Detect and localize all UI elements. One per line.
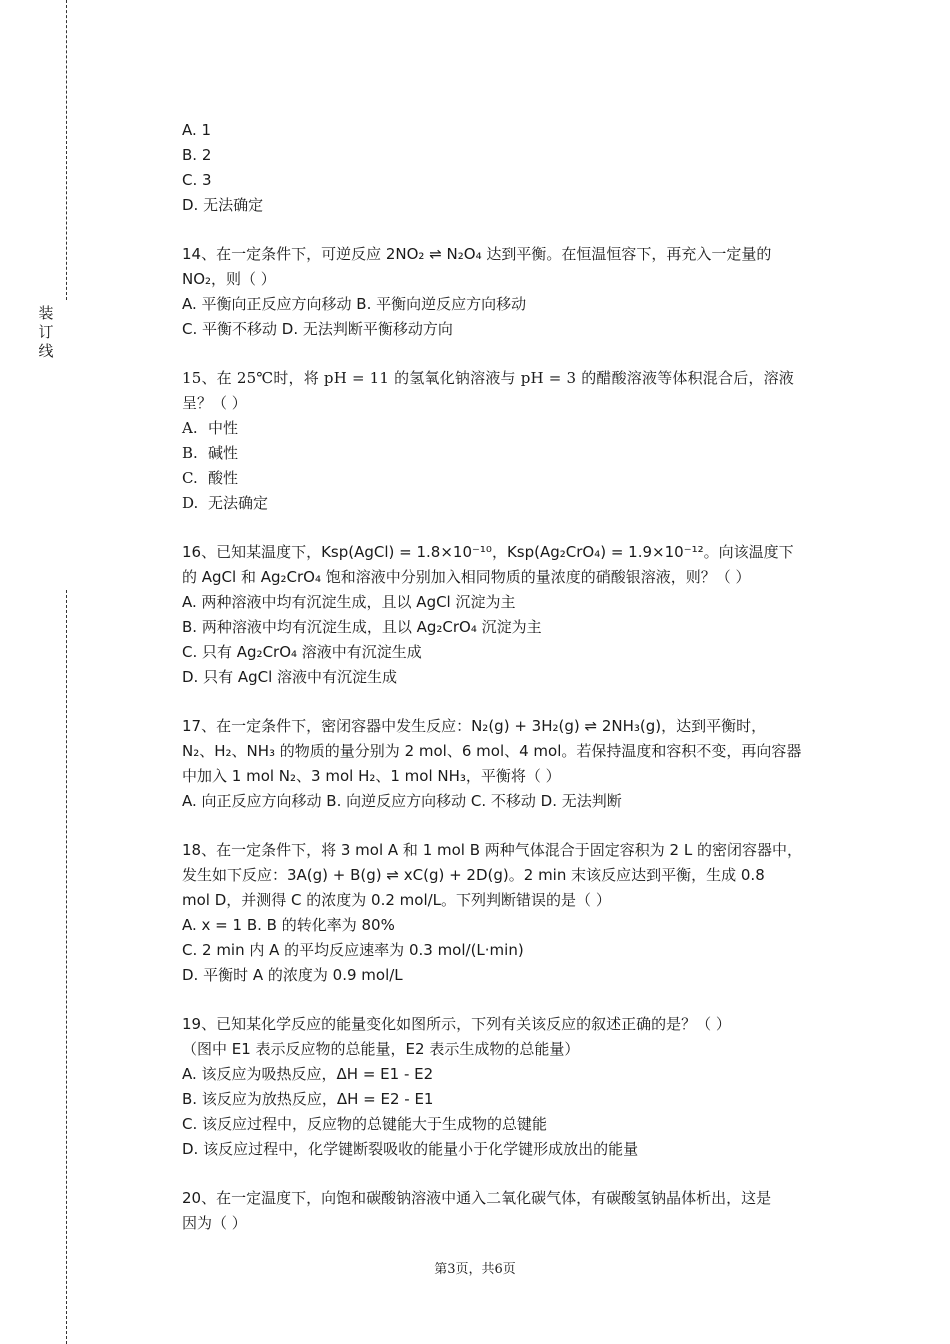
option-c bbox=[182, 466, 842, 491]
question-19 bbox=[182, 1012, 842, 1162]
question-stem: N₂、H₂、NH₃ 的物质的量分别为 2 mol、6 mol、4 mol。若保持温度和容积不变，再向容器 bbox=[182, 742, 802, 760]
question-stem: 的 AgCl 和 Ag₂CrO₄ 饱和溶液中分别加入相同物质的量浓度的硝酸银溶液，则？（ ） bbox=[182, 568, 751, 586]
binding-label bbox=[36, 304, 56, 361]
question-stem: 14、在一定条件下，可逆反应 2NO₂ ⇌ N₂O₄ 达到平衡。在恒温恒容下，再充入一定量的 bbox=[182, 245, 772, 263]
option-a: A. 该反应为吸热反应，ΔH = E1 - E2 bbox=[182, 1065, 434, 1083]
option-a bbox=[182, 416, 842, 441]
question-14 bbox=[182, 242, 842, 342]
option-line: C. 2 min 内 A 的平均反应速率为 0.3 mol/(L·min) bbox=[182, 941, 524, 959]
option-text: 中性 bbox=[208, 419, 239, 437]
binding-char: 订 bbox=[38, 323, 54, 341]
option-a: A. 1 bbox=[182, 121, 212, 139]
option-b: B. 该反应为放热反应，ΔH = E2 - E1 bbox=[182, 1090, 434, 1108]
question-20 bbox=[182, 1186, 842, 1236]
binding-char: 装 bbox=[38, 304, 54, 322]
option-c: C. 该反应过程中，反应物的总键能大于生成物的总键能 bbox=[182, 1115, 548, 1133]
option-line: D. 平衡时 A 的浓度为 0.9 mol/L bbox=[182, 966, 403, 984]
question-stem: 中加入 1 mol N₂、3 mol H₂、1 mol NH₃，平衡将（ ） bbox=[182, 767, 561, 785]
question-13-options bbox=[182, 118, 842, 218]
page-footer: 第3页，共6页 bbox=[434, 1262, 516, 1277]
option-d bbox=[182, 491, 842, 516]
option-line: A. 平衡向正反应方向移动 B. 平衡向逆反应方向移动 bbox=[182, 295, 527, 313]
question-note: （图中 E1 表示反应物的总能量，E2 表示生成物的总能量） bbox=[182, 1040, 580, 1058]
option-b: B. 两种溶液中均有沉淀生成，且以 Ag₂CrO₄ 沉淀为主 bbox=[182, 618, 542, 636]
option-line: C. 平衡不移动 D. 无法判断平衡移动方向 bbox=[182, 320, 453, 338]
question-stem: mol D，并测得 C 的浓度为 0.2 mol/L。下列判断错误的是（ ） bbox=[182, 891, 611, 909]
binding-char: 线 bbox=[38, 342, 54, 360]
option-c: C. 只有 Ag₂CrO₄ 溶液中有沉淀生成 bbox=[182, 643, 422, 661]
question-stem: 19、已知某化学反应的能量变化如图所示，下列有关该反应的叙述正确的是？（ ） bbox=[182, 1015, 731, 1033]
option-c: C. 3 bbox=[182, 171, 212, 189]
question-15 bbox=[182, 366, 842, 516]
question-16 bbox=[182, 540, 842, 690]
option-text: 酸性 bbox=[208, 469, 239, 487]
question-stem: 15、在 25℃时，将 pH = 11 的氢氧化钠溶液与 pH = 3 的醋酸溶液等体积混合后，溶液 bbox=[182, 369, 795, 387]
option-text: 无法确定 bbox=[208, 494, 269, 512]
option-d: D. 该反应过程中，化学键断裂吸收的能量小于化学键形成放出的能量 bbox=[182, 1140, 639, 1158]
question-stem: 17、在一定条件下，密闭容器中发生反应：N₂(g) + 3H₂(g) ⇌ 2NH₃(g)，达到平衡时， bbox=[182, 717, 767, 735]
option-line: A. x = 1 B. B 的转化率为 80% bbox=[182, 916, 395, 934]
binding-line-bottom bbox=[66, 590, 67, 1344]
option-b: B. 2 bbox=[182, 146, 212, 164]
option-letter: B. bbox=[182, 444, 198, 462]
option-text: 碱性 bbox=[208, 444, 239, 462]
option-d: D. 只有 AgCl 溶液中有沉淀生成 bbox=[182, 668, 398, 686]
question-17 bbox=[182, 714, 842, 814]
option-letter: C. bbox=[182, 469, 198, 487]
option-b bbox=[182, 441, 842, 466]
question-18 bbox=[182, 838, 842, 988]
option-letter: D. bbox=[182, 494, 199, 512]
option-d: D. 无法确定 bbox=[182, 196, 264, 214]
question-stem: 呈？（ ） bbox=[182, 394, 247, 412]
question-stem: 20、在一定温度下，向饱和碳酸钠溶液中通入二氧化碳气体，有碳酸氢钠晶体析出，这是 bbox=[182, 1189, 772, 1207]
question-stem: 18、在一定条件下，将 3 mol A 和 1 mol B 两种气体混合于固定容积为 2 L 的密闭容器中， bbox=[182, 841, 802, 859]
option-a: A. 两种溶液中均有沉淀生成，且以 AgCl 沉淀为主 bbox=[182, 593, 516, 611]
question-stem: 因为（ ） bbox=[182, 1214, 247, 1232]
option-line: A. 向正反应方向移动 B. 向逆反应方向移动 C. 不移动 D. 无法判断 bbox=[182, 792, 622, 810]
question-stem: 发生如下反应：3A(g) + B(g) ⇌ xC(g) + 2D(g)。2 min 末该反应达到平衡，生成 0.8 bbox=[182, 866, 765, 884]
question-stem: 16、已知某温度下，Ksp(AgCl) = 1.8×10⁻¹⁰，Ksp(Ag₂CrO₄) = 1.9×10⁻¹²。向该温度下 bbox=[182, 543, 794, 561]
binding-line-top bbox=[66, 0, 67, 300]
question-content bbox=[182, 118, 842, 1236]
question-stem: NO₂，则（ ） bbox=[182, 270, 276, 288]
option-letter: A. bbox=[182, 419, 198, 437]
